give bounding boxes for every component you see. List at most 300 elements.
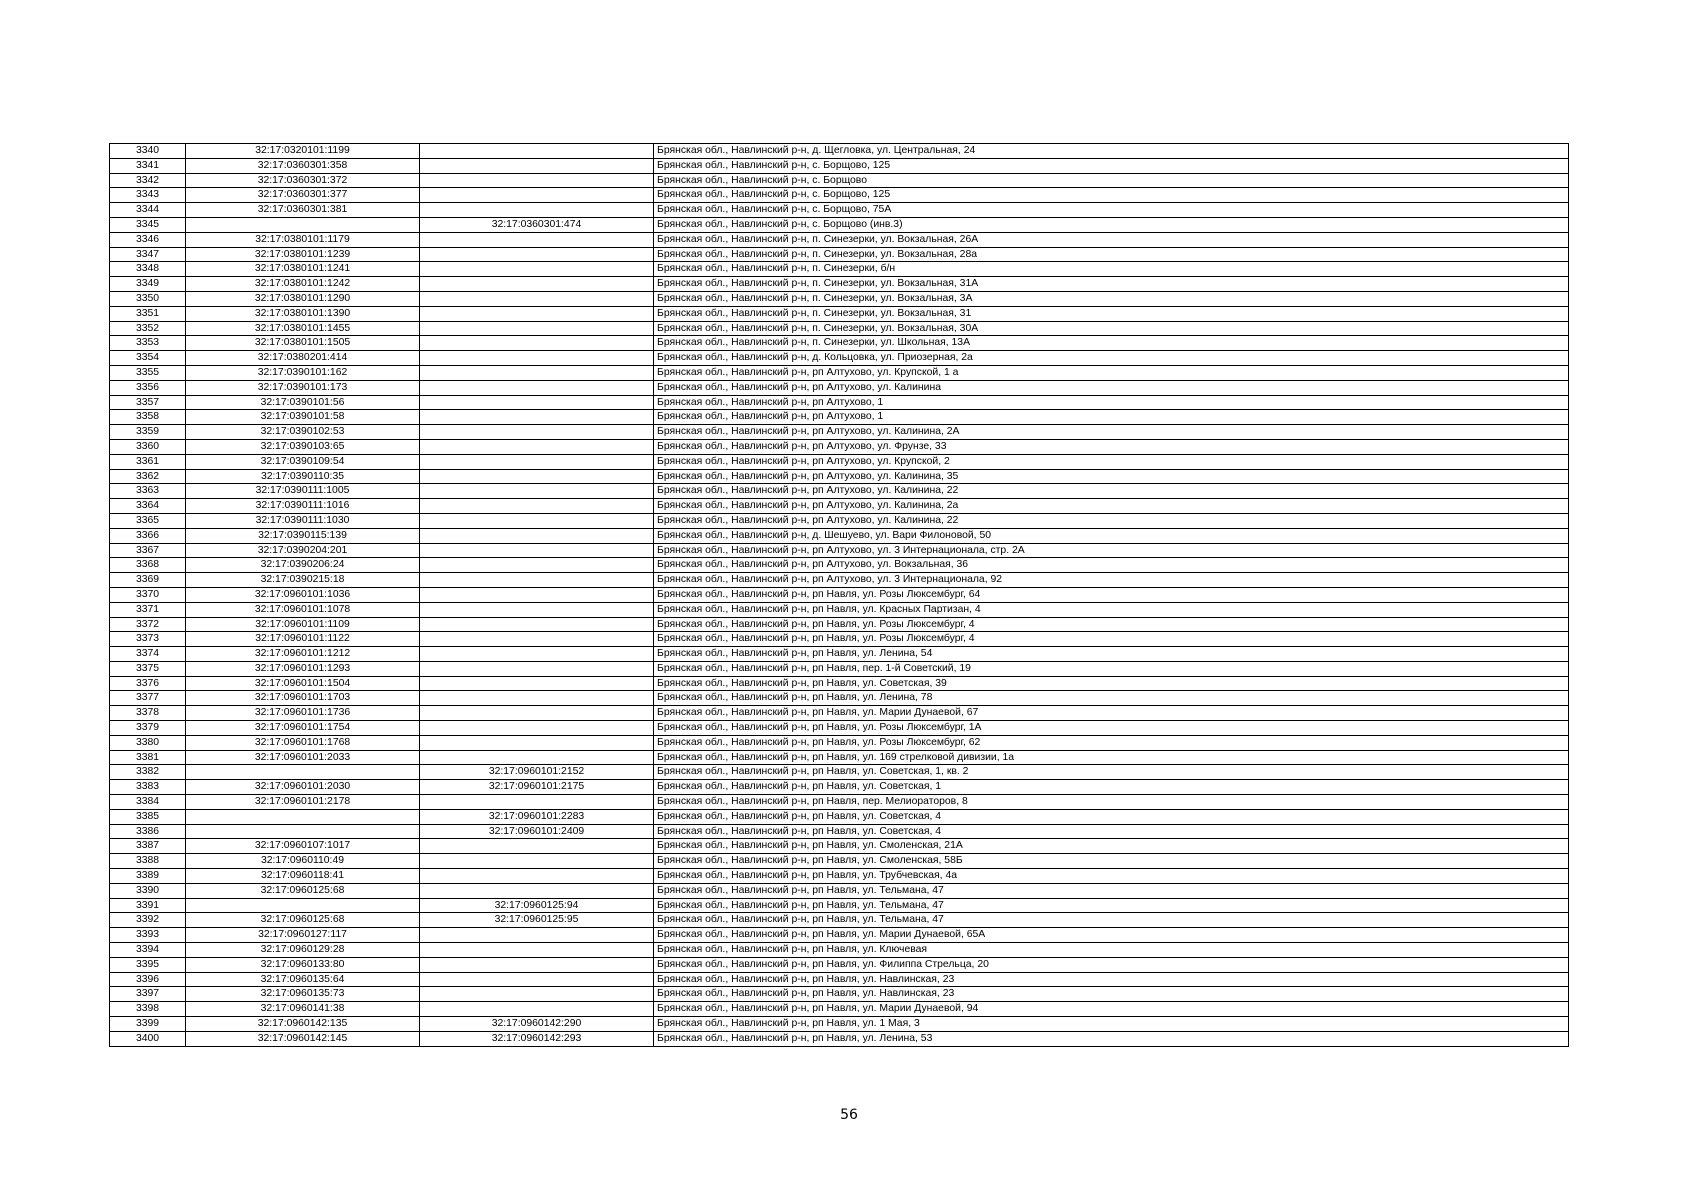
row-number-cell: 3342	[110, 173, 186, 188]
linked-cadastral-number-cell	[420, 306, 654, 321]
cadastral-number-cell: 32:17:0960133:80	[186, 957, 420, 972]
linked-cadastral-number-cell	[420, 706, 654, 721]
address-cell: Брянская обл., Навлинский р-н, рп Навля, ул. Тельмана, 47	[654, 913, 1569, 928]
cadastral-number-cell: 32:17:0380101:1242	[186, 277, 420, 292]
table-row	[110, 928, 1569, 943]
table-row	[110, 661, 1569, 676]
cadastral-number-cell: 32:17:0960101:2030	[186, 780, 420, 795]
address-cell: Брянская обл., Навлинский р-н, рп Алтухово, ул. Калинина, 22	[654, 484, 1569, 499]
table-row	[110, 1002, 1569, 1017]
linked-cadastral-number-cell	[420, 380, 654, 395]
row-number-cell: 3379	[110, 721, 186, 736]
row-number-cell: 3397	[110, 987, 186, 1002]
table-row	[110, 943, 1569, 958]
address-cell: Брянская обл., Навлинский р-н, рп Навля, ул. Розы Люксембург, 4	[654, 617, 1569, 632]
row-number-cell: 3340	[110, 144, 186, 159]
row-number-cell: 3343	[110, 188, 186, 203]
cadastral-number-cell	[186, 765, 420, 780]
linked-cadastral-number-cell	[420, 943, 654, 958]
row-number-cell: 3389	[110, 869, 186, 884]
linked-cadastral-number-cell	[420, 795, 654, 810]
linked-cadastral-number-cell: 32:17:0960101:2283	[420, 809, 654, 824]
address-cell: Брянская обл., Навлинский р-н, с. Борщово, 125	[654, 188, 1569, 203]
row-number-cell: 3357	[110, 395, 186, 410]
table-row	[110, 351, 1569, 366]
table-row	[110, 869, 1569, 884]
table-row	[110, 321, 1569, 336]
row-number-cell: 3350	[110, 291, 186, 306]
address-cell: Брянская обл., Навлинский р-н, с. Борщово, 75А	[654, 203, 1569, 218]
cadastral-number-cell: 32:17:0390109:54	[186, 454, 420, 469]
table-row	[110, 469, 1569, 484]
address-cell: Брянская обл., Навлинский р-н, рп Навля, ул. Ленина, 54	[654, 647, 1569, 662]
address-cell: Брянская обл., Навлинский р-н, п. Синезерки, ул. Вокзальная, 31А	[654, 277, 1569, 292]
address-cell: Брянская обл., Навлинский р-н, рп Навля, ул. Розы Люксембург, 1А	[654, 721, 1569, 736]
row-number-cell: 3354	[110, 351, 186, 366]
linked-cadastral-number-cell	[420, 262, 654, 277]
cadastral-number-cell: 32:17:0380101:1179	[186, 232, 420, 247]
address-cell: Брянская обл., Навлинский р-н, рп Навля, ул. Тельмана, 47	[654, 883, 1569, 898]
address-cell: Брянская обл., Навлинский р-н, рп Алтухово, ул. 3 Интернационала, 92	[654, 573, 1569, 588]
table-row	[110, 809, 1569, 824]
row-number-cell: 3378	[110, 706, 186, 721]
row-number-cell: 3370	[110, 587, 186, 602]
cadastral-number-cell: 32:17:0380101:1505	[186, 336, 420, 351]
table-row	[110, 854, 1569, 869]
row-number-cell: 3383	[110, 780, 186, 795]
linked-cadastral-number-cell	[420, 632, 654, 647]
linked-cadastral-number-cell	[420, 721, 654, 736]
row-number-cell: 3347	[110, 247, 186, 262]
address-cell: Брянская обл., Навлинский р-н, п. Синезерки, ул. Вокзальная, 31	[654, 306, 1569, 321]
linked-cadastral-number-cell	[420, 528, 654, 543]
linked-cadastral-number-cell	[420, 661, 654, 676]
row-number-cell: 3376	[110, 676, 186, 691]
cadastral-number-cell: 32:17:0360301:372	[186, 173, 420, 188]
cadastral-number-cell: 32:17:0390111:1030	[186, 513, 420, 528]
cadastral-number-cell: 32:17:0960125:68	[186, 913, 420, 928]
cadastral-number-cell: 32:17:0380101:1455	[186, 321, 420, 336]
address-cell: Брянская обл., Навлинский р-н, п. Синезерки, ул. Вокзальная, 3А	[654, 291, 1569, 306]
linked-cadastral-number-cell	[420, 232, 654, 247]
linked-cadastral-number-cell	[420, 676, 654, 691]
cadastral-number-cell: 32:17:0380101:1290	[186, 291, 420, 306]
cadastral-number-cell: 32:17:0960101:1293	[186, 661, 420, 676]
table-row	[110, 188, 1569, 203]
table-row	[110, 439, 1569, 454]
cadastral-number-cell: 32:17:0960101:1754	[186, 721, 420, 736]
address-cell: Брянская обл., Навлинский р-н, п. Синезерки, ул. Вокзальная, 26А	[654, 232, 1569, 247]
property-table	[109, 143, 1569, 1047]
linked-cadastral-number-cell	[420, 869, 654, 884]
row-number-cell: 3363	[110, 484, 186, 499]
address-cell: Брянская обл., Навлинский р-н, рп Алтухово, ул. Калинина, 22	[654, 513, 1569, 528]
cadastral-number-cell: 32:17:0960129:28	[186, 943, 420, 958]
row-number-cell: 3344	[110, 203, 186, 218]
row-number-cell: 3351	[110, 306, 186, 321]
row-number-cell: 3386	[110, 824, 186, 839]
row-number-cell: 3373	[110, 632, 186, 647]
address-cell: Брянская обл., Навлинский р-н, рп Навля, ул. Трубчевская, 4а	[654, 869, 1569, 884]
address-cell: Брянская обл., Навлинский р-н, рп Навля, ул. Марии Дунаевой, 65А	[654, 928, 1569, 943]
cadastral-number-cell: 32:17:0960101:1036	[186, 587, 420, 602]
row-number-cell: 3353	[110, 336, 186, 351]
cadastral-number-cell: 32:17:0960135:64	[186, 972, 420, 987]
linked-cadastral-number-cell	[420, 987, 654, 1002]
row-number-cell: 3393	[110, 928, 186, 943]
cadastral-number-cell: 32:17:0960142:135	[186, 1017, 420, 1032]
table-row	[110, 706, 1569, 721]
row-number-cell: 3394	[110, 943, 186, 958]
cadastral-number-cell: 32:17:0380101:1390	[186, 306, 420, 321]
address-cell: Брянская обл., Навлинский р-н, рп Навля, ул. Советская, 1, кв. 2	[654, 765, 1569, 780]
row-number-cell: 3367	[110, 543, 186, 558]
linked-cadastral-number-cell: 32:17:0960125:95	[420, 913, 654, 928]
row-number-cell: 3345	[110, 217, 186, 232]
address-cell: Брянская обл., Навлинский р-н, рп Навля, ул. Ленина, 53	[654, 1031, 1569, 1046]
table-row	[110, 365, 1569, 380]
linked-cadastral-number-cell	[420, 336, 654, 351]
linked-cadastral-number-cell	[420, 543, 654, 558]
cadastral-number-cell: 32:17:0390101:58	[186, 410, 420, 425]
row-number-cell: 3375	[110, 661, 186, 676]
cadastral-number-cell: 32:17:0960141:38	[186, 1002, 420, 1017]
cadastral-number-cell: 32:17:0390111:1005	[186, 484, 420, 499]
cadastral-number-cell: 32:17:0960101:1504	[186, 676, 420, 691]
cadastral-number-cell: 32:17:0390115:139	[186, 528, 420, 543]
address-cell: Брянская обл., Навлинский р-н, рп Навля, пер. Мелиораторов, 8	[654, 795, 1569, 810]
address-cell: Брянская обл., Навлинский р-н, рп Навля, ул. Тельмана, 47	[654, 898, 1569, 913]
cadastral-number-cell: 32:17:0960125:68	[186, 883, 420, 898]
table-row	[110, 144, 1569, 159]
linked-cadastral-number-cell	[420, 735, 654, 750]
address-cell: Брянская обл., Навлинский р-н, с. Борщово, 125	[654, 158, 1569, 173]
address-cell: Брянская обл., Навлинский р-н, рп Навля, ул. 169 стрелковой дивизии, 1а	[654, 750, 1569, 765]
row-number-cell: 3384	[110, 795, 186, 810]
cadastral-number-cell: 32:17:0390102:53	[186, 425, 420, 440]
row-number-cell: 3382	[110, 765, 186, 780]
table-row	[110, 217, 1569, 232]
table-row	[110, 232, 1569, 247]
row-number-cell: 3364	[110, 499, 186, 514]
row-number-cell: 3369	[110, 573, 186, 588]
cadastral-number-cell: 32:17:0390215:18	[186, 573, 420, 588]
row-number-cell: 3348	[110, 262, 186, 277]
table-row	[110, 158, 1569, 173]
table-row	[110, 277, 1569, 292]
row-number-cell: 3377	[110, 691, 186, 706]
table-row	[110, 395, 1569, 410]
address-cell: Брянская обл., Навлинский р-н, рп Навля, ул. Розы Люксембург, 62	[654, 735, 1569, 750]
linked-cadastral-number-cell	[420, 883, 654, 898]
table-row	[110, 1031, 1569, 1046]
linked-cadastral-number-cell	[420, 750, 654, 765]
table-row	[110, 987, 1569, 1002]
linked-cadastral-number-cell	[420, 203, 654, 218]
table-row	[110, 306, 1569, 321]
row-number-cell: 3360	[110, 439, 186, 454]
address-cell: Брянская обл., Навлинский р-н, рп Навля, ул. Ключевая	[654, 943, 1569, 958]
address-cell: Брянская обл., Навлинский р-н, рп Навля, ул. Смоленская, 58Б	[654, 854, 1569, 869]
address-cell: Брянская обл., Навлинский р-н, п. Синезерки, ул. Школьная, 13А	[654, 336, 1569, 351]
cadastral-number-cell	[186, 898, 420, 913]
table-row	[110, 765, 1569, 780]
table-row	[110, 839, 1569, 854]
cadastral-number-cell: 32:17:0390204:201	[186, 543, 420, 558]
row-number-cell: 3395	[110, 957, 186, 972]
table-row	[110, 454, 1569, 469]
cadastral-number-cell: 32:17:0390206:24	[186, 558, 420, 573]
cadastral-number-cell: 32:17:0380101:1241	[186, 262, 420, 277]
cadastral-number-cell	[186, 217, 420, 232]
row-number-cell: 3390	[110, 883, 186, 898]
cadastral-number-cell: 32:17:0960110:49	[186, 854, 420, 869]
table-row	[110, 203, 1569, 218]
cadastral-number-cell: 32:17:0360301:358	[186, 158, 420, 173]
table-row	[110, 291, 1569, 306]
table-row	[110, 913, 1569, 928]
linked-cadastral-number-cell: 32:17:0960101:2152	[420, 765, 654, 780]
table-row	[110, 573, 1569, 588]
table-row	[110, 750, 1569, 765]
row-number-cell: 3399	[110, 1017, 186, 1032]
table-row	[110, 883, 1569, 898]
row-number-cell: 3371	[110, 602, 186, 617]
table-row	[110, 795, 1569, 810]
table-row	[110, 721, 1569, 736]
address-cell: Брянская обл., Навлинский р-н, рп Алтухово, ул. Калинина, 35	[654, 469, 1569, 484]
address-cell: Брянская обл., Навлинский р-н, рп Навля, ул. 1 Мая, 3	[654, 1017, 1569, 1032]
row-number-cell: 3365	[110, 513, 186, 528]
address-cell: Брянская обл., Навлинский р-н, рп Навля, ул. Розы Люксембург, 4	[654, 632, 1569, 647]
table-row	[110, 1017, 1569, 1032]
cadastral-number-cell: 32:17:0960127:117	[186, 928, 420, 943]
linked-cadastral-number-cell: 32:17:0960125:94	[420, 898, 654, 913]
address-cell: Брянская обл., Навлинский р-н, п. Синезерки, б/н	[654, 262, 1569, 277]
address-cell: Брянская обл., Навлинский р-н, рп Навля, ул. Навлинская, 23	[654, 987, 1569, 1002]
cadastral-number-cell: 32:17:0960101:2033	[186, 750, 420, 765]
address-cell: Брянская обл., Навлинский р-н, с. Борщово (инв.3)	[654, 217, 1569, 232]
address-cell: Брянская обл., Навлинский р-н, рп Навля, ул. Марии Дунаевой, 67	[654, 706, 1569, 721]
address-cell: Брянская обл., Навлинский р-н, рп Алтухово, ул. Калинина, 2а	[654, 499, 1569, 514]
address-cell: Брянская обл., Навлинский р-н, д. Шешуево, ул. Вари Филоновой, 50	[654, 528, 1569, 543]
linked-cadastral-number-cell: 32:17:0960101:2409	[420, 824, 654, 839]
address-cell: Брянская обл., Навлинский р-н, рп Навля, ул. Навлинская, 23	[654, 972, 1569, 987]
address-cell: Брянская обл., Навлинский р-н, рп Алтухово, ул. Калинина	[654, 380, 1569, 395]
table-row	[110, 543, 1569, 558]
table-row	[110, 425, 1569, 440]
table-row	[110, 499, 1569, 514]
linked-cadastral-number-cell	[420, 928, 654, 943]
row-number-cell: 3349	[110, 277, 186, 292]
cadastral-number-cell	[186, 809, 420, 824]
table-row	[110, 528, 1569, 543]
row-number-cell: 3392	[110, 913, 186, 928]
cadastral-number-cell: 32:17:0960101:1703	[186, 691, 420, 706]
linked-cadastral-number-cell	[420, 972, 654, 987]
table-row	[110, 647, 1569, 662]
linked-cadastral-number-cell	[420, 957, 654, 972]
cadastral-number-cell: 32:17:0960101:1122	[186, 632, 420, 647]
linked-cadastral-number-cell: 32:17:0960101:2175	[420, 780, 654, 795]
table-row	[110, 676, 1569, 691]
cadastral-number-cell: 32:17:0390101:56	[186, 395, 420, 410]
row-number-cell: 3361	[110, 454, 186, 469]
cadastral-number-cell: 32:17:0960101:1078	[186, 602, 420, 617]
address-cell: Брянская обл., Навлинский р-н, п. Синезерки, ул. Вокзальная, 28а	[654, 247, 1569, 262]
table-row	[110, 513, 1569, 528]
cadastral-number-cell: 32:17:0360301:377	[186, 188, 420, 203]
cadastral-number-cell: 32:17:0960101:2178	[186, 795, 420, 810]
address-cell: Брянская обл., Навлинский р-н, рп Навля, пер. 1-й Советский, 19	[654, 661, 1569, 676]
linked-cadastral-number-cell	[420, 513, 654, 528]
address-cell: Брянская обл., Навлинский р-н, с. Борщово	[654, 173, 1569, 188]
cadastral-number-cell: 32:17:0960101:1768	[186, 735, 420, 750]
linked-cadastral-number-cell	[420, 839, 654, 854]
cadastral-number-cell: 32:17:0360301:381	[186, 203, 420, 218]
table-row	[110, 587, 1569, 602]
table-row	[110, 824, 1569, 839]
linked-cadastral-number-cell	[420, 617, 654, 632]
linked-cadastral-number-cell	[420, 1002, 654, 1017]
cadastral-number-cell: 32:17:0390111:1016	[186, 499, 420, 514]
address-cell: Брянская обл., Навлинский р-н, рп Навля, ул. Красных Партизан, 4	[654, 602, 1569, 617]
linked-cadastral-number-cell	[420, 144, 654, 159]
row-number-cell: 3380	[110, 735, 186, 750]
row-number-cell: 3400	[110, 1031, 186, 1046]
cadastral-number-cell: 32:17:0960142:145	[186, 1031, 420, 1046]
page-number: 56	[840, 1107, 858, 1123]
cadastral-number-cell: 32:17:0960101:1212	[186, 647, 420, 662]
table-row	[110, 484, 1569, 499]
row-number-cell: 3372	[110, 617, 186, 632]
linked-cadastral-number-cell	[420, 691, 654, 706]
table-row	[110, 780, 1569, 795]
address-cell: Брянская обл., Навлинский р-н, д. Щегловка, ул. Центральная, 24	[654, 144, 1569, 159]
table-row	[110, 735, 1569, 750]
cadastral-number-cell: 32:17:0380101:1239	[186, 247, 420, 262]
row-number-cell: 3358	[110, 410, 186, 425]
table-row	[110, 247, 1569, 262]
address-cell: Брянская обл., Навлинский р-н, п. Синезерки, ул. Вокзальная, 30А	[654, 321, 1569, 336]
linked-cadastral-number-cell	[420, 573, 654, 588]
linked-cadastral-number-cell	[420, 439, 654, 454]
row-number-cell: 3385	[110, 809, 186, 824]
linked-cadastral-number-cell	[420, 173, 654, 188]
address-cell: Брянская обл., Навлинский р-н, рп Алтухово, ул. Крупской, 2	[654, 454, 1569, 469]
table-row	[110, 602, 1569, 617]
linked-cadastral-number-cell	[420, 321, 654, 336]
table-row	[110, 380, 1569, 395]
row-number-cell: 3398	[110, 1002, 186, 1017]
address-cell: Брянская обл., Навлинский р-н, рп Навля, ул. Советская, 4	[654, 809, 1569, 824]
table-row	[110, 898, 1569, 913]
linked-cadastral-number-cell	[420, 602, 654, 617]
address-cell: Брянская обл., Навлинский р-н, рп Навля, ул. Марии Дунаевой, 94	[654, 1002, 1569, 1017]
linked-cadastral-number-cell: 32:17:0960142:290	[420, 1017, 654, 1032]
linked-cadastral-number-cell	[420, 854, 654, 869]
table-row	[110, 617, 1569, 632]
table-row	[110, 336, 1569, 351]
row-number-cell: 3368	[110, 558, 186, 573]
row-number-cell: 3352	[110, 321, 186, 336]
cadastral-number-cell	[186, 824, 420, 839]
table-row	[110, 558, 1569, 573]
linked-cadastral-number-cell	[420, 158, 654, 173]
cadastral-number-cell: 32:17:0320101:1199	[186, 144, 420, 159]
cadastral-number-cell: 32:17:0390103:65	[186, 439, 420, 454]
table-row	[110, 957, 1569, 972]
linked-cadastral-number-cell	[420, 395, 654, 410]
address-cell: Брянская обл., Навлинский р-н, рп Алтухово, 1	[654, 395, 1569, 410]
address-cell: Брянская обл., Навлинский р-н, рп Алтухово, 1	[654, 410, 1569, 425]
cadastral-number-cell: 32:17:0960107:1017	[186, 839, 420, 854]
row-number-cell: 3396	[110, 972, 186, 987]
address-cell: Брянская обл., Навлинский р-н, рп Навля, ул. Советская, 4	[654, 824, 1569, 839]
row-number-cell: 3388	[110, 854, 186, 869]
row-number-cell: 3341	[110, 158, 186, 173]
table-row	[110, 972, 1569, 987]
linked-cadastral-number-cell	[420, 247, 654, 262]
linked-cadastral-number-cell	[420, 647, 654, 662]
cadastral-number-cell: 32:17:0960101:1736	[186, 706, 420, 721]
linked-cadastral-number-cell	[420, 188, 654, 203]
row-number-cell: 3356	[110, 380, 186, 395]
row-number-cell: 3387	[110, 839, 186, 854]
address-cell: Брянская обл., Навлинский р-н, рп Алтухово, ул. Фрунзе, 33	[654, 439, 1569, 454]
cadastral-number-cell: 32:17:0390101:162	[186, 365, 420, 380]
cadastral-number-cell: 32:17:0960101:1109	[186, 617, 420, 632]
row-number-cell: 3391	[110, 898, 186, 913]
row-number-cell: 3366	[110, 528, 186, 543]
address-cell: Брянская обл., Навлинский р-н, рп Алтухово, ул. Калинина, 2А	[654, 425, 1569, 440]
linked-cadastral-number-cell: 32:17:0360301:474	[420, 217, 654, 232]
linked-cadastral-number-cell	[420, 410, 654, 425]
cadastral-number-cell: 32:17:0380201:414	[186, 351, 420, 366]
linked-cadastral-number-cell	[420, 469, 654, 484]
property-table-body	[110, 144, 1569, 1047]
linked-cadastral-number-cell	[420, 587, 654, 602]
address-cell: Брянская обл., Навлинский р-н, рп Навля, ул. Смоленская, 21А	[654, 839, 1569, 854]
address-cell: Брянская обл., Навлинский р-н, рп Алтухово, ул. 3 Интернационала, стр. 2А	[654, 543, 1569, 558]
table-row	[110, 632, 1569, 647]
address-cell: Брянская обл., Навлинский р-н, рп Алтухово, ул. Крупской, 1 а	[654, 365, 1569, 380]
row-number-cell: 3381	[110, 750, 186, 765]
linked-cadastral-number-cell	[420, 291, 654, 306]
linked-cadastral-number-cell	[420, 365, 654, 380]
row-number-cell: 3362	[110, 469, 186, 484]
cadastral-number-cell: 32:17:0390110:35	[186, 469, 420, 484]
row-number-cell: 3355	[110, 365, 186, 380]
table-row	[110, 691, 1569, 706]
address-cell: Брянская обл., Навлинский р-н, рп Навля, ул. Ленина, 78	[654, 691, 1569, 706]
linked-cadastral-number-cell	[420, 351, 654, 366]
address-cell: Брянская обл., Навлинский р-н, рп Навля, ул. Розы Люксембург, 64	[654, 587, 1569, 602]
address-cell: Брянская обл., Навлинский р-н, рп Навля, ул. Советская, 1	[654, 780, 1569, 795]
linked-cadastral-number-cell	[420, 277, 654, 292]
table-row	[110, 262, 1569, 277]
linked-cadastral-number-cell: 32:17:0960142:293	[420, 1031, 654, 1046]
cadastral-number-cell: 32:17:0960135:73	[186, 987, 420, 1002]
row-number-cell: 3359	[110, 425, 186, 440]
row-number-cell: 3374	[110, 647, 186, 662]
linked-cadastral-number-cell	[420, 454, 654, 469]
cadastral-number-cell: 32:17:0960118:41	[186, 869, 420, 884]
address-cell: Брянская обл., Навлинский р-н, рп Навля, ул. Филиппа Стрельца, 20	[654, 957, 1569, 972]
address-cell: Брянская обл., Навлинский р-н, рп Алтухово, ул. Вокзальная, 36	[654, 558, 1569, 573]
linked-cadastral-number-cell	[420, 484, 654, 499]
cadastral-number-cell: 32:17:0390101:173	[186, 380, 420, 395]
